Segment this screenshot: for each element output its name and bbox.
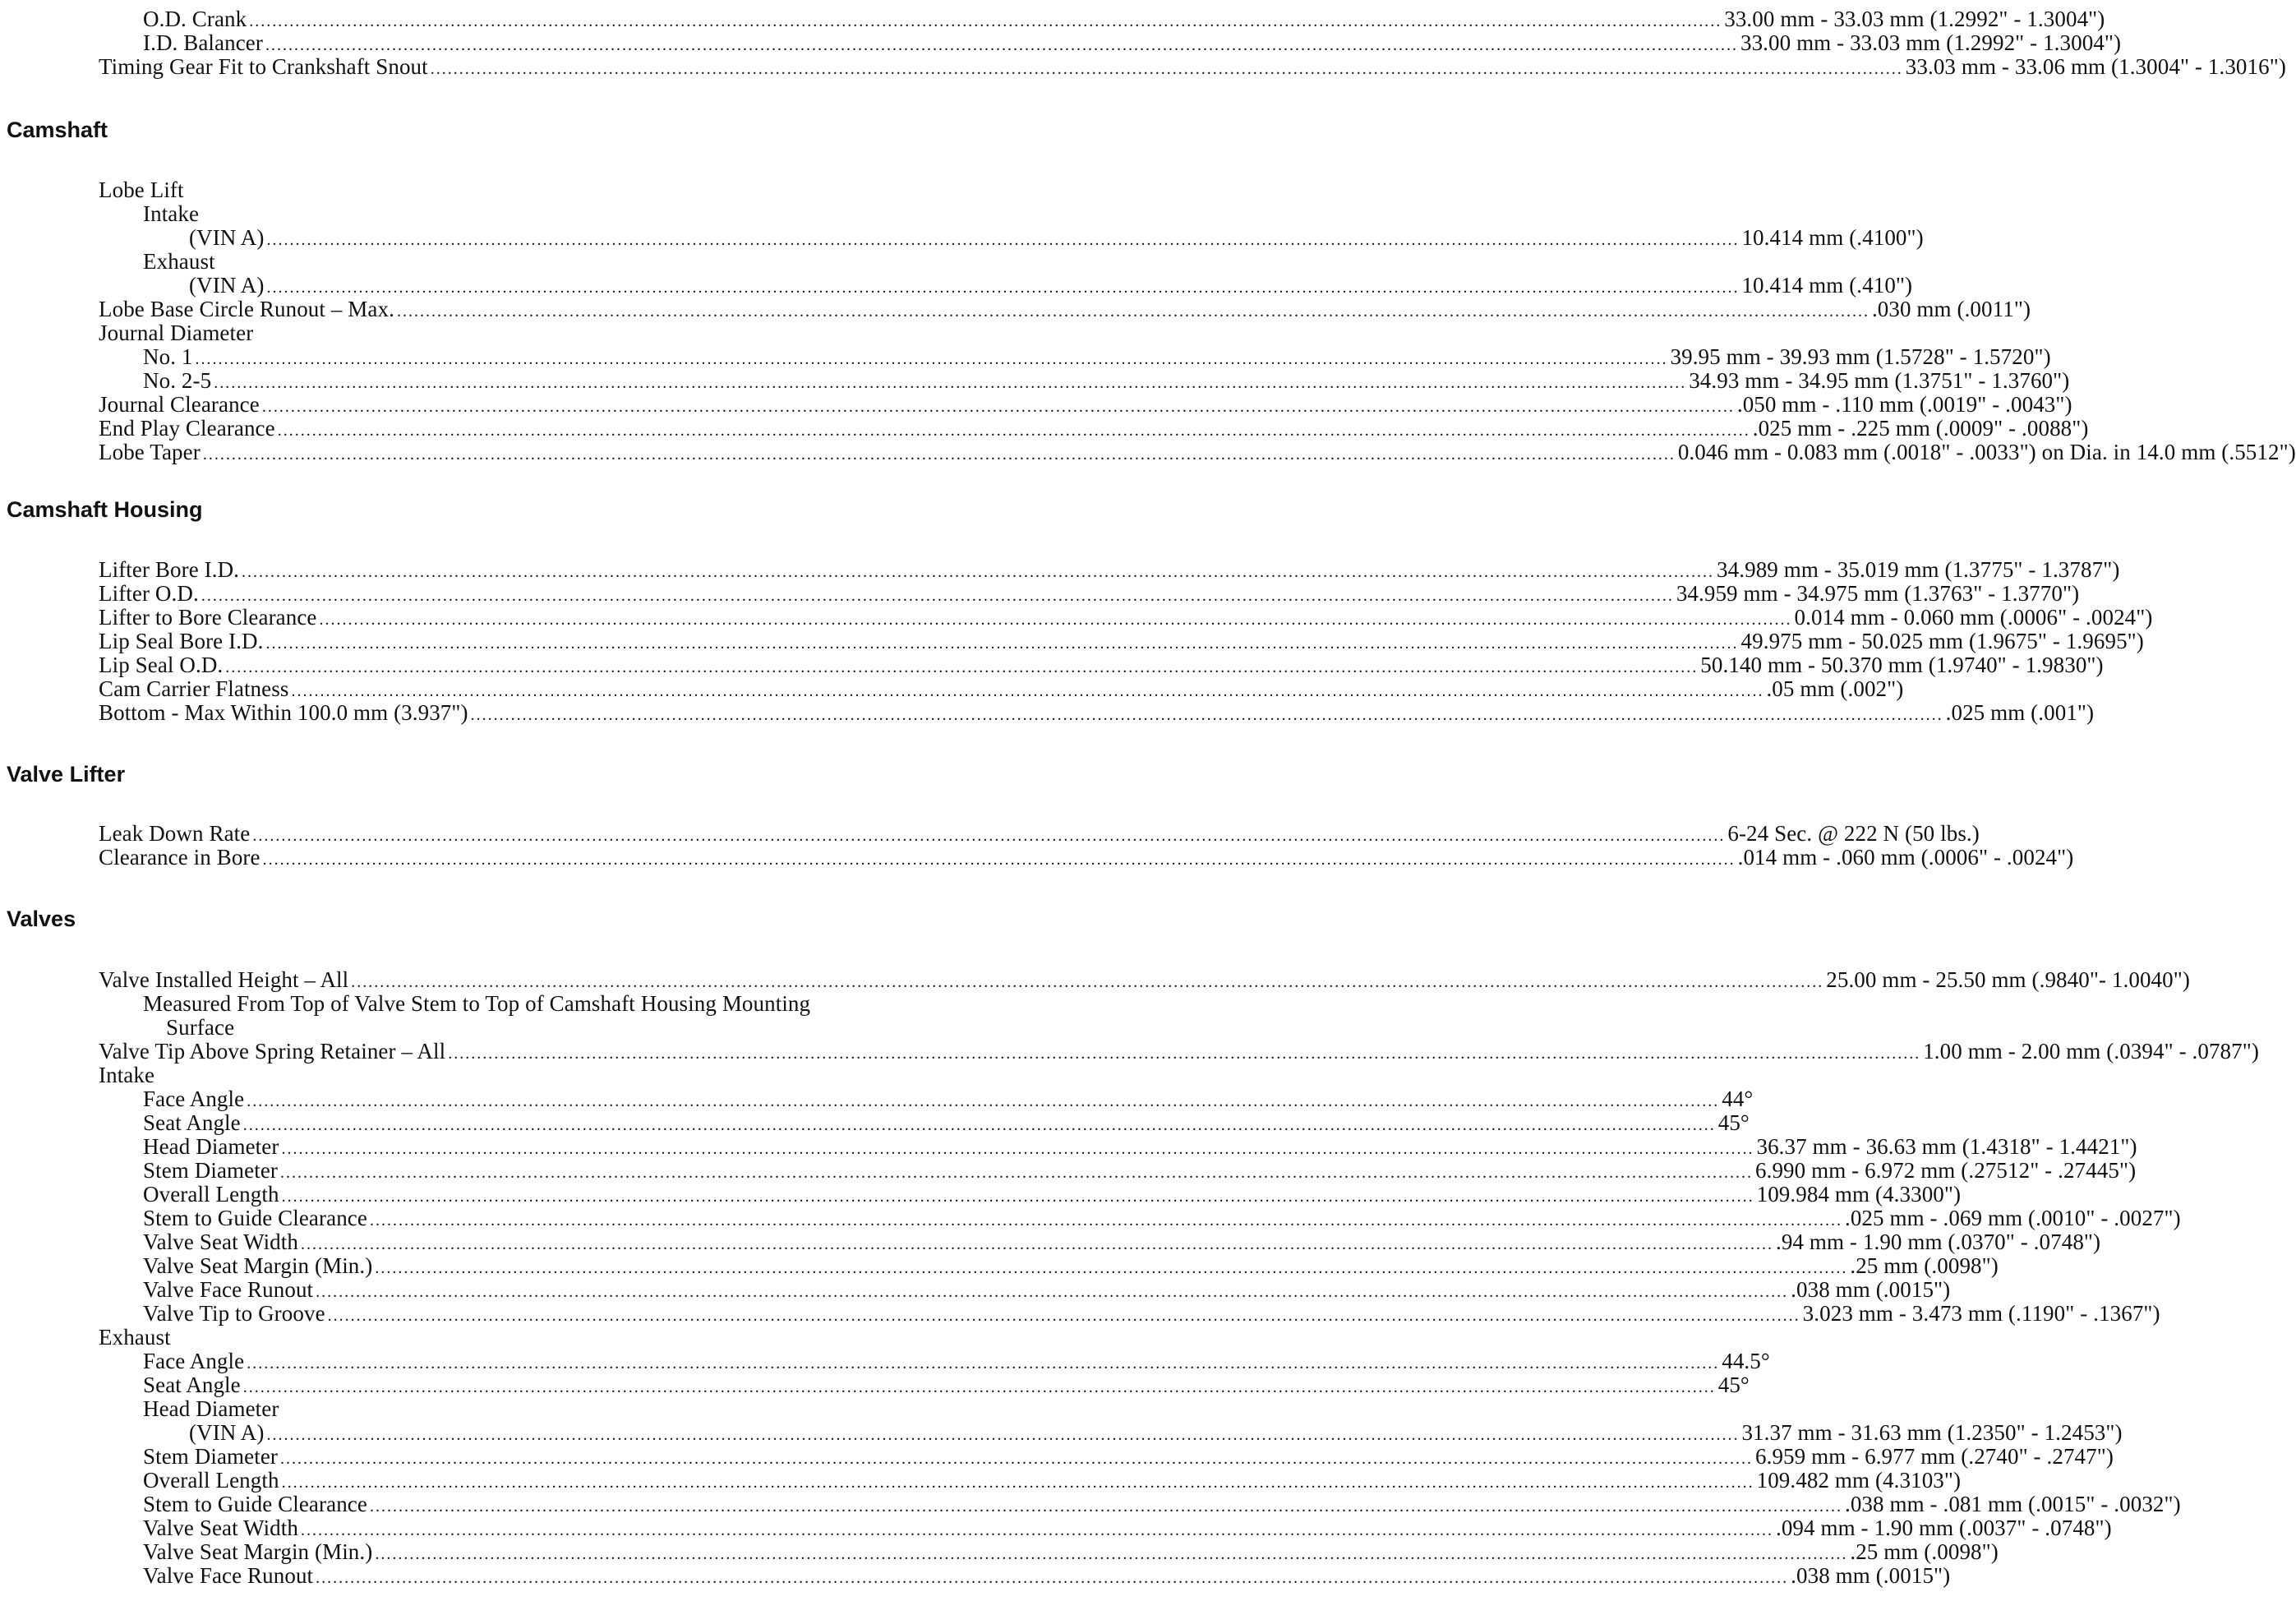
group-label: Exhaust bbox=[143, 249, 215, 274]
spec-row bbox=[99, 273, 1913, 298]
spec-label: Journal Clearance bbox=[99, 392, 260, 417]
spec-value: 36.37 mm - 36.63 mm (1.4318" - 1.4421") bbox=[1756, 1134, 2137, 1159]
spec-group-label bbox=[99, 1325, 1093, 1350]
spec-label: Head Diameter bbox=[143, 1134, 279, 1159]
spec-label: Leak Down Rate bbox=[99, 821, 251, 846]
group-label: Intake bbox=[143, 201, 200, 226]
group-label: Journal Diameter bbox=[99, 321, 254, 345]
section-heading-camshaft-housing: Camshaft Housing bbox=[7, 497, 203, 522]
spec-row bbox=[99, 1373, 1750, 1397]
spec-value: 50.140 mm - 50.370 mm (1.9740" - 1.9830") bbox=[1700, 653, 2104, 677]
spec-value: 10.414 mm (.4100") bbox=[1741, 225, 1924, 250]
spec-label: Timing Gear Fit to Crankshaft Snout bbox=[99, 54, 428, 79]
spec-row bbox=[99, 1468, 1962, 1493]
spec-label: I.D. Balancer bbox=[143, 30, 263, 55]
spec-label: Seat Angle bbox=[143, 1373, 241, 1397]
spec-label: (VIN A) bbox=[189, 1420, 265, 1445]
section-heading-camshaft: Camshaft bbox=[7, 118, 108, 142]
spec-label: Seat Angle bbox=[143, 1110, 241, 1135]
spec-row bbox=[99, 440, 2296, 464]
spec-row bbox=[99, 54, 2286, 79]
group-label: Intake bbox=[99, 1063, 155, 1087]
spec-value: .25 mm (.0098") bbox=[1850, 1539, 1999, 1564]
spec-value: .094 mm - 1.90 mm (.0037" - .0748") bbox=[1775, 1516, 2112, 1540]
spec-row bbox=[99, 30, 2122, 55]
spec-label: (VIN A) bbox=[189, 273, 265, 298]
leader-dots bbox=[316, 1566, 1788, 1590]
spec-row bbox=[99, 344, 2051, 369]
spec-value: 0.014 mm - 0.060 mm (.0006" - .0024") bbox=[1794, 605, 2153, 630]
spec-value: 3.023 mm - 3.473 mm (.1190" - .1367") bbox=[1802, 1301, 2160, 1326]
spec-label: End Play Clearance bbox=[99, 416, 275, 441]
spec-row bbox=[99, 7, 2105, 31]
spec-row bbox=[99, 1230, 2101, 1254]
spec-value: 44.5° bbox=[1722, 1349, 1770, 1373]
spec-label: Stem to Guide Clearance bbox=[143, 1492, 367, 1516]
spec-row bbox=[99, 1253, 1999, 1278]
spec-value: .038 mm - .081 mm (.0015" - .0032") bbox=[1844, 1492, 2181, 1516]
spec-row bbox=[99, 1134, 2137, 1159]
spec-label: Bottom - Max Within 100.0 mm (3.937") bbox=[99, 700, 468, 725]
spec-value: .025 mm - .069 mm (.0010" - .0027") bbox=[1844, 1206, 2181, 1230]
spec-value: 34.93 mm - 34.95 mm (1.3751" - 1.3760") bbox=[1689, 368, 2070, 393]
spec-value: 49.975 mm - 50.025 mm (1.9675" - 1.9695") bbox=[1740, 629, 2144, 653]
spec-label: Valve Face Runout bbox=[143, 1277, 314, 1302]
spec-row bbox=[99, 581, 2080, 606]
leader-dots bbox=[471, 703, 1943, 727]
note-line bbox=[99, 1015, 1160, 1040]
spec-value: .050 mm - .110 mm (.0019" - .0043") bbox=[1736, 392, 2072, 417]
spec-row bbox=[99, 1539, 1999, 1564]
spec-row bbox=[99, 557, 2120, 582]
spec-value: 6-24 Sec. @ 222 N (50 lbs.) bbox=[1727, 821, 1980, 846]
spec-row bbox=[99, 1158, 2137, 1183]
spec-group-label bbox=[99, 1396, 1137, 1421]
spec-row bbox=[99, 1110, 1750, 1135]
spec-value: 31.37 mm - 31.63 mm (1.2350" - 1.2453") bbox=[1741, 1420, 2123, 1445]
spec-row bbox=[99, 1492, 2181, 1516]
group-label: Head Diameter bbox=[143, 1396, 279, 1421]
spec-label: (VIN A) bbox=[189, 225, 265, 250]
spec-value: 0.046 mm - 0.083 mm (.0018" - .0033") on Dia. in 14.0 mm (.5512") bbox=[1677, 440, 2296, 464]
spec-group-label bbox=[99, 201, 1137, 226]
spec-value: 33.00 mm - 33.03 mm (1.2992" - 1.3004") bbox=[1724, 7, 2105, 31]
spec-label: Valve Seat Width bbox=[143, 1230, 298, 1254]
spec-value: 44° bbox=[1722, 1087, 1754, 1111]
spec-row bbox=[99, 629, 2144, 653]
spec-row bbox=[99, 1277, 1951, 1302]
note-text: Surface bbox=[166, 1015, 235, 1040]
spec-row bbox=[99, 1349, 1770, 1373]
group-label: Exhaust bbox=[99, 1325, 171, 1350]
spec-label: Valve Seat Margin (Min.) bbox=[143, 1253, 373, 1278]
spec-label: Clearance in Bore bbox=[99, 845, 260, 870]
spec-row bbox=[99, 1420, 2123, 1445]
spec-label: Overall Length bbox=[143, 1468, 279, 1493]
spec-label: Valve Seat Margin (Min.) bbox=[143, 1539, 373, 1564]
spec-row bbox=[99, 1206, 2181, 1230]
spec-value: .05 mm (.002") bbox=[1766, 676, 1904, 701]
spec-row bbox=[99, 967, 2190, 992]
spec-label: Valve Installed Height – All bbox=[99, 967, 349, 992]
leader-dots bbox=[431, 57, 1903, 81]
note-line bbox=[99, 991, 1137, 1016]
section-heading-valves: Valves bbox=[7, 907, 76, 931]
spec-value: 25.00 mm - 25.50 mm (.9840"- 1.0040") bbox=[1826, 967, 2190, 992]
spec-group-label bbox=[99, 321, 1093, 345]
spec-row bbox=[99, 700, 2095, 725]
spec-label: Cam Carrier Flatness bbox=[99, 676, 289, 701]
spec-row bbox=[99, 605, 2153, 630]
spec-label: Overall Length bbox=[143, 1182, 279, 1207]
spec-row bbox=[99, 676, 1904, 701]
spec-label: No. 1 bbox=[143, 344, 193, 369]
spec-value: 34.989 mm - 35.019 mm (1.3775" - 1.3787") bbox=[1717, 557, 2120, 582]
spec-value: 10.414 mm (.410") bbox=[1741, 273, 1913, 298]
spec-value: 34.959 mm - 34.975 mm (1.3763" - 1.3770") bbox=[1676, 581, 2080, 606]
spec-row bbox=[99, 653, 2104, 677]
spec-label: Valve Tip Above Spring Retainer – All bbox=[99, 1039, 446, 1063]
spec-label: Stem to Guide Clearance bbox=[143, 1206, 367, 1230]
spec-value: .025 mm (.001") bbox=[1945, 700, 2095, 725]
spec-label: Stem Diameter bbox=[143, 1158, 278, 1183]
spec-label: Stem Diameter bbox=[143, 1444, 278, 1469]
spec-value: 39.95 mm - 39.93 mm (1.5728" - 1.5720") bbox=[1670, 344, 2051, 369]
spec-value: 45° bbox=[1717, 1373, 1750, 1397]
spec-row bbox=[99, 225, 1924, 250]
spec-row bbox=[99, 1087, 1754, 1111]
spec-row bbox=[99, 1516, 2112, 1540]
spec-label: No. 2-5 bbox=[143, 368, 212, 393]
spec-value: .038 mm (.0015") bbox=[1791, 1277, 1951, 1302]
section-heading-valve-lifter: Valve Lifter bbox=[7, 762, 126, 787]
spec-label: Valve Seat Width bbox=[143, 1516, 298, 1540]
spec-row bbox=[99, 821, 1980, 846]
spec-value: 45° bbox=[1717, 1110, 1750, 1135]
spec-label: Face Angle bbox=[143, 1087, 245, 1111]
spec-row bbox=[99, 1444, 2114, 1469]
spec-label: Lip Seal O.D. bbox=[99, 653, 224, 677]
spec-row bbox=[99, 1301, 2160, 1326]
spec-row bbox=[99, 1563, 1951, 1588]
spec-label: O.D. Crank bbox=[143, 7, 247, 31]
note-text: Measured From Top of Valve Stem to Top of Camshaft Housing Mounting bbox=[143, 991, 811, 1016]
spec-value: .030 mm (.0011") bbox=[1871, 297, 2031, 321]
spec-value: 6.990 mm - 6.972 mm (.27512" - .27445") bbox=[1755, 1158, 2137, 1183]
spec-row bbox=[99, 845, 2074, 870]
spec-row bbox=[99, 416, 2089, 441]
group-label: Lobe Lift bbox=[99, 178, 184, 202]
spec-label: Lifter to Bore Clearance bbox=[99, 605, 317, 630]
spec-group-label bbox=[99, 1063, 1093, 1087]
leader-dots bbox=[263, 847, 1736, 872]
spec-value: 1.00 mm - 2.00 mm (.0394" - .0787") bbox=[1923, 1039, 2259, 1063]
spec-label: Valve Tip to Groove bbox=[143, 1301, 325, 1326]
spec-label: Lobe Taper bbox=[99, 440, 201, 464]
spec-row bbox=[99, 297, 2031, 321]
spec-row bbox=[99, 1039, 2259, 1063]
spec-label: Lip Seal Bore I.D. bbox=[99, 629, 264, 653]
spec-label: Lobe Base Circle Runout – Max. bbox=[99, 297, 394, 321]
spec-row bbox=[99, 1182, 1962, 1207]
spec-label: Valve Face Runout bbox=[143, 1563, 314, 1588]
spec-value: .94 mm - 1.90 mm (.0370" - .0748") bbox=[1775, 1230, 2101, 1254]
spec-value: 109.984 mm (4.3300") bbox=[1756, 1182, 1962, 1207]
spec-row bbox=[99, 392, 2072, 417]
spec-row bbox=[99, 368, 2070, 393]
spec-value: .25 mm (.0098") bbox=[1850, 1253, 1999, 1278]
leader-dots bbox=[203, 442, 1676, 467]
spec-value: .025 mm - .225 mm (.0009" - .0088") bbox=[1752, 416, 2089, 441]
spec-value: .038 mm (.0015") bbox=[1791, 1563, 1951, 1588]
spec-label: Lifter Bore I.D. bbox=[99, 557, 240, 582]
spec-group-label bbox=[99, 178, 1093, 202]
spec-value: 33.00 mm - 33.03 mm (1.2992" - 1.3004") bbox=[1740, 30, 2122, 55]
spec-label: Face Angle bbox=[143, 1349, 245, 1373]
spec-value: 33.03 mm - 33.06 mm (1.3004" - 1.3016") bbox=[1905, 54, 2286, 79]
spec-value: .014 mm - .060 mm (.0006" - .0024") bbox=[1737, 845, 2074, 870]
spec-label: Lifter O.D. bbox=[99, 581, 199, 606]
spec-value: 6.959 mm - 6.977 mm (.2740" - .2747") bbox=[1755, 1444, 2114, 1469]
spec-value: 109.482 mm (4.3103") bbox=[1756, 1468, 1962, 1493]
spec-group-label bbox=[99, 249, 1137, 274]
